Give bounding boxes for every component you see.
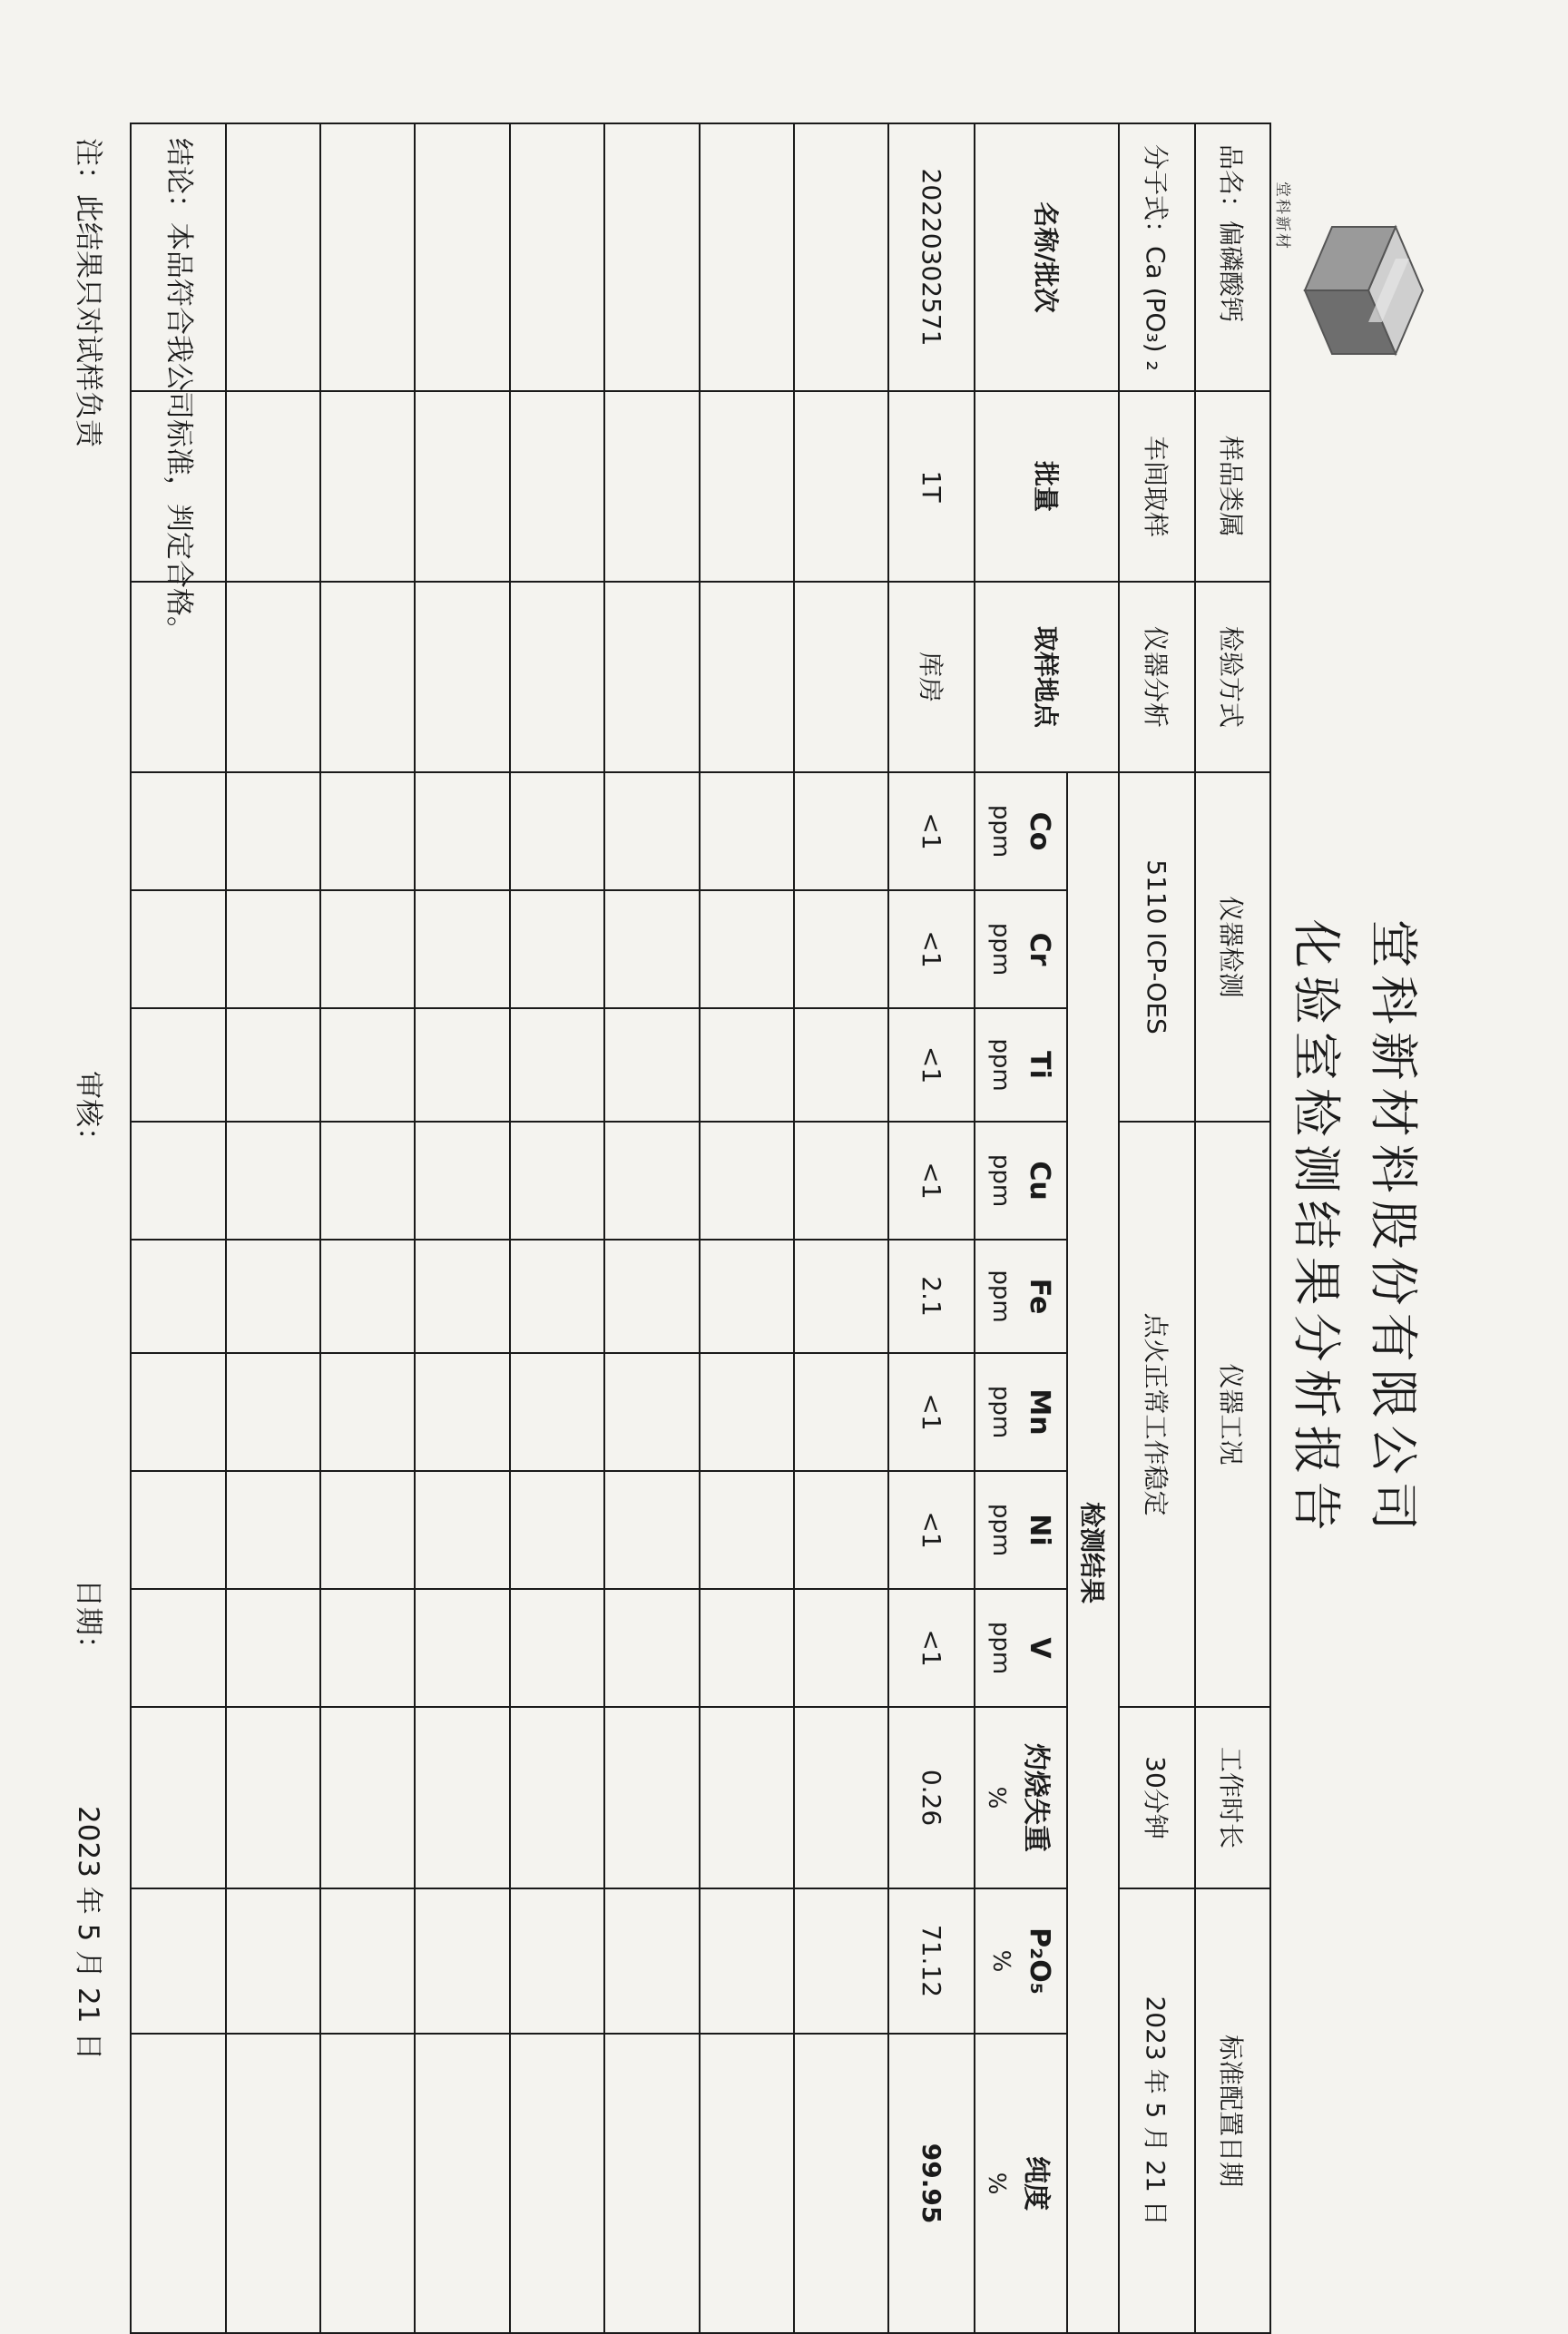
empty-cell xyxy=(794,890,888,1008)
element-header-cell xyxy=(975,772,1067,890)
empty-cell xyxy=(700,582,794,772)
empty-cell xyxy=(794,1707,888,1888)
empty-cell xyxy=(320,2034,415,2333)
empty-cell xyxy=(415,890,509,1008)
empty-cell xyxy=(794,1353,888,1471)
std-date-label: 标准配置日期 xyxy=(1195,1888,1270,2333)
empty-cell xyxy=(604,1122,699,1240)
element-unit: % xyxy=(983,2172,1011,2195)
empty-cell xyxy=(510,1122,604,1240)
element-header-cell xyxy=(975,1008,1067,1122)
empty-row xyxy=(700,123,794,2333)
empty-row xyxy=(604,123,699,2333)
element-name: Mn xyxy=(1023,1388,1055,1436)
empty-cell xyxy=(226,1008,320,1122)
empty-cell xyxy=(604,1353,699,1471)
product-name-cell: 品名：偏磷酸钙 xyxy=(1195,123,1270,391)
empty-cell xyxy=(320,1240,415,1353)
empty-cell xyxy=(510,123,604,391)
empty-cell xyxy=(700,1471,794,1589)
inspect-method-label: 检验方式 xyxy=(1195,582,1270,772)
empty-cell xyxy=(510,1240,604,1353)
std-date-value: 2023 年 5 月 21 日 xyxy=(1119,1888,1194,2333)
empty-cell xyxy=(510,2034,604,2333)
empty-cell xyxy=(604,890,699,1008)
element-unit: ppm xyxy=(986,1153,1014,1208)
info-row-2 xyxy=(1119,123,1194,2333)
empty-cell xyxy=(415,1888,509,2034)
empty-cell xyxy=(700,890,794,1008)
empty-cell xyxy=(794,1122,888,1240)
empty-cell xyxy=(794,123,888,391)
empty-cell xyxy=(794,2034,888,2333)
location-cell: 库房 xyxy=(888,582,975,772)
element-name: 灼烧失重 xyxy=(1020,1743,1053,1852)
empty-cell xyxy=(415,1353,509,1471)
empty-cell xyxy=(131,1589,226,1707)
empty-cell xyxy=(510,890,604,1008)
element-unit: ppm xyxy=(986,1385,1014,1439)
empty-cell xyxy=(604,1707,699,1888)
sample-type-value: 车间取样 xyxy=(1119,391,1194,582)
empty-cell xyxy=(700,1888,794,2034)
report-table xyxy=(130,123,1446,2334)
empty-cell xyxy=(131,890,226,1008)
instrument-status-label: 仪器工况 xyxy=(1195,1122,1270,1707)
empty-cell xyxy=(794,772,888,890)
empty-cell xyxy=(415,1471,509,1589)
element-unit: ppm xyxy=(986,1621,1014,1675)
instrument-value: 5110 ICP-OES xyxy=(1119,772,1194,1122)
results-title-row xyxy=(1068,123,1120,2333)
empty-cell xyxy=(604,1589,699,1707)
empty-cell xyxy=(794,1471,888,1589)
empty-cell xyxy=(320,582,415,772)
empty-cell xyxy=(131,1471,226,1589)
date-label: 日期： xyxy=(72,1579,104,1663)
qty-cell: 1T xyxy=(888,391,975,582)
empty-cell xyxy=(700,1353,794,1471)
empty-row xyxy=(415,123,509,2333)
sample-type-label: 样品类属 xyxy=(1195,391,1270,582)
company-name: 堂科新材料股份有限公司 xyxy=(1364,918,1422,1538)
empty-cell xyxy=(604,1240,699,1353)
empty-cell xyxy=(510,772,604,890)
result-cell: 71.12 xyxy=(888,1888,975,2034)
empty-cell xyxy=(131,1122,226,1240)
empty-cell xyxy=(226,1471,320,1589)
empty-row xyxy=(226,123,320,2333)
data-body xyxy=(131,123,975,2333)
empty-cell xyxy=(226,1240,320,1353)
empty-cell xyxy=(226,772,320,890)
logo-text: 堂科新材 xyxy=(1273,181,1291,250)
empty-cell xyxy=(131,1888,226,2034)
empty-cell xyxy=(131,772,226,890)
conclusion-text: 结论：本品符合我公司标准，判定合格。 xyxy=(162,138,195,644)
element-name: Ni xyxy=(1023,1514,1055,1546)
empty-cell xyxy=(415,391,509,582)
empty-cell xyxy=(700,1589,794,1707)
element-unit: % xyxy=(986,1949,1014,1973)
empty-cell xyxy=(320,1589,415,1707)
empty-cell xyxy=(510,1589,604,1707)
element-name: Fe xyxy=(1023,1278,1055,1315)
result-cell: <1 xyxy=(888,772,975,890)
batch-cell: 20220302571 xyxy=(888,123,975,391)
name-batch-header: 名称/批次 xyxy=(975,123,1119,391)
element-header-cell xyxy=(975,1888,1067,2034)
result-cell: <1 xyxy=(888,890,975,1008)
element-name: Cr xyxy=(1023,932,1055,966)
date-value: 2023 年 5 月 21 日 xyxy=(72,1806,104,2061)
element-unit: ppm xyxy=(986,1503,1014,1557)
empty-row xyxy=(794,123,888,2333)
empty-cell xyxy=(510,1888,604,2034)
element-unit: ppm xyxy=(986,804,1014,858)
element-header-cell xyxy=(975,1589,1067,1707)
empty-cell xyxy=(415,1707,509,1888)
empty-cell xyxy=(226,2034,320,2333)
empty-cell xyxy=(604,1888,699,2034)
empty-cell xyxy=(320,123,415,391)
empty-cell xyxy=(604,2034,699,2333)
empty-cell xyxy=(226,1122,320,1240)
empty-cell xyxy=(415,1122,509,1240)
element-name: Co xyxy=(1023,811,1055,851)
instrument-status-value: 点火正常工作稳定 xyxy=(1119,1122,1194,1707)
empty-cell xyxy=(131,2034,226,2333)
work-duration-label: 工作时长 xyxy=(1195,1707,1270,1888)
empty-cell xyxy=(320,1707,415,1888)
element-header-cell xyxy=(975,1471,1067,1589)
empty-cell xyxy=(226,890,320,1008)
result-cell: 0.26 xyxy=(888,1707,975,1888)
empty-cell xyxy=(131,1008,226,1122)
empty-cell xyxy=(794,1240,888,1353)
reviewer-label: 审核： xyxy=(72,1071,104,1155)
empty-cell xyxy=(415,772,509,890)
element-name: P₂O₅ xyxy=(1023,1927,1055,1995)
empty-cell xyxy=(510,1707,604,1888)
empty-cell xyxy=(226,1888,320,2034)
result-cell: <1 xyxy=(888,1122,975,1240)
empty-cell xyxy=(700,1707,794,1888)
empty-cell xyxy=(700,2034,794,2333)
element-unit: ppm xyxy=(986,1038,1014,1092)
element-header-cell xyxy=(975,890,1067,1008)
instrument-label: 仪器检测 xyxy=(1195,772,1270,1122)
empty-cell xyxy=(131,1707,226,1888)
element-unit: % xyxy=(983,1786,1011,1809)
empty-cell xyxy=(510,582,604,772)
empty-cell xyxy=(415,582,509,772)
formula-cell: 分子式：Ca (PO₃) ₂ xyxy=(1119,123,1194,391)
empty-cell xyxy=(604,1471,699,1589)
element-unit: ppm xyxy=(986,922,1014,976)
empty-cell xyxy=(131,1240,226,1353)
empty-cell xyxy=(226,1589,320,1707)
empty-cell xyxy=(320,772,415,890)
element-name: 纯度 xyxy=(1020,2156,1053,2211)
empty-cell xyxy=(604,123,699,391)
empty-cell xyxy=(700,772,794,890)
element-name: Cu xyxy=(1023,1161,1055,1201)
result-cell: <1 xyxy=(888,1008,975,1122)
result-cell: <1 xyxy=(888,1589,975,1707)
empty-row xyxy=(510,123,604,2333)
empty-cell xyxy=(415,123,509,391)
empty-cell xyxy=(320,1353,415,1471)
info-row-1 xyxy=(1195,123,1270,2333)
empty-cell xyxy=(794,391,888,582)
empty-cell xyxy=(700,1240,794,1353)
empty-cell xyxy=(510,1008,604,1122)
empty-cell xyxy=(700,1122,794,1240)
empty-cell xyxy=(320,1888,415,2034)
note-text: 注：此结果只对试样负责 xyxy=(72,138,104,447)
empty-cell xyxy=(226,123,320,391)
empty-cell xyxy=(510,1353,604,1471)
empty-cell xyxy=(320,1471,415,1589)
empty-cell xyxy=(131,1353,226,1471)
inspect-method-value: 仪器分析 xyxy=(1119,582,1194,772)
result-cell: <1 xyxy=(888,1471,975,1589)
table-row xyxy=(888,123,975,2333)
empty-cell xyxy=(794,1008,888,1122)
result-cell: <1 xyxy=(888,1353,975,1471)
empty-cell xyxy=(226,1707,320,1888)
element-unit: ppm xyxy=(986,1270,1014,1323)
element-name: V xyxy=(1023,1637,1055,1659)
empty-cell xyxy=(415,1240,509,1353)
empty-cell xyxy=(415,2034,509,2333)
empty-cell xyxy=(604,582,699,772)
empty-cell xyxy=(320,1122,415,1240)
empty-cell xyxy=(320,1008,415,1122)
element-header-cell xyxy=(975,1240,1067,1353)
empty-cell xyxy=(320,890,415,1008)
empty-cell xyxy=(415,1589,509,1707)
element-header-cell xyxy=(975,2034,1067,2333)
sampling-location-header: 取样地点 xyxy=(975,582,1119,772)
batch-qty-header: 批量 xyxy=(975,391,1119,582)
empty-cell xyxy=(794,1589,888,1707)
empty-cell xyxy=(604,1008,699,1122)
element-header-cell xyxy=(975,1353,1067,1471)
empty-cell xyxy=(510,1471,604,1589)
empty-cell xyxy=(700,123,794,391)
results-title: 检测结果 xyxy=(1068,772,1120,2333)
product-name-value: 偏磷酸钙 xyxy=(1216,221,1247,323)
empty-row xyxy=(320,123,415,2333)
empty-cell xyxy=(700,1008,794,1122)
empty-cell xyxy=(794,1888,888,2034)
work-duration-value: 30分钟 xyxy=(1119,1707,1194,1888)
element-header-cell xyxy=(975,1707,1067,1888)
element-header-cell xyxy=(975,1122,1067,1240)
empty-cell xyxy=(226,582,320,772)
empty-cell xyxy=(700,391,794,582)
empty-cell xyxy=(510,391,604,582)
result-cell: 2.1 xyxy=(888,1240,975,1353)
header-cell xyxy=(1270,123,1446,2333)
empty-cell xyxy=(604,391,699,582)
empty-cell xyxy=(226,1353,320,1471)
report-title: 化验室检测结果分析报告 xyxy=(1287,918,1345,1538)
empty-cell xyxy=(226,391,320,582)
empty-cell xyxy=(320,391,415,582)
result-cell: 99.95 xyxy=(888,2034,975,2333)
empty-cell xyxy=(604,772,699,890)
empty-cell xyxy=(415,1008,509,1122)
element-name: Ti xyxy=(1023,1051,1055,1079)
header-row xyxy=(1270,123,1446,2333)
empty-cell xyxy=(794,582,888,772)
